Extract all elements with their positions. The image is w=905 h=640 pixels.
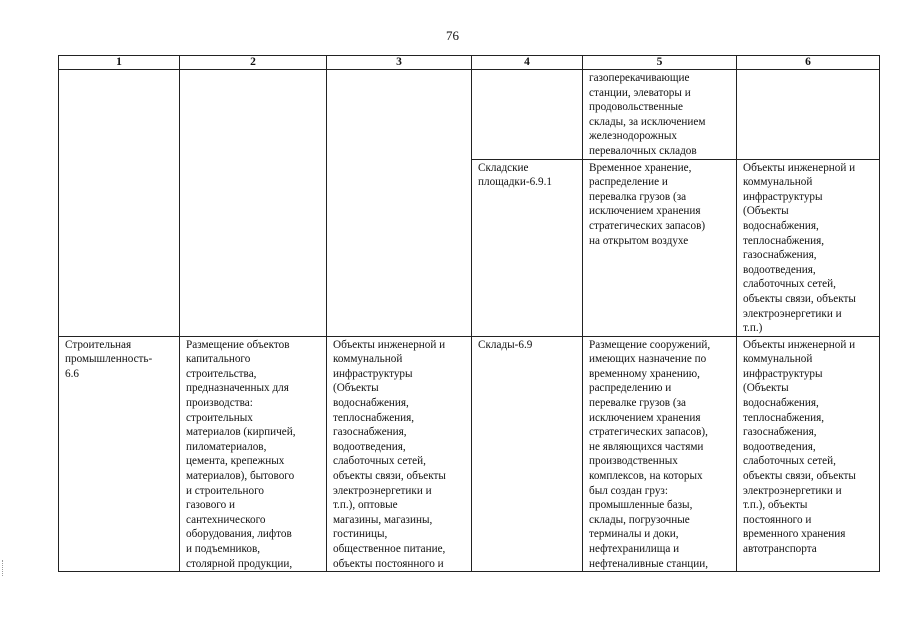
cell-conditional-use-auxiliary xyxy=(737,159,880,336)
cell-conditional-use-name xyxy=(472,70,583,160)
cell-text: Объекты инженерной и коммунальной инфраструктуры (Объекты водоснабжения, теплоснабжения, газоснабжения, водоотведения, слаботочных сетей, объекты связи, объекты электроэнергетики и т.п.), оптовые магазины, магазины, гостиницы, общественное питание, объекты постоянного и xyxy=(333,338,446,570)
table-header-row xyxy=(59,56,880,70)
cell-main-use-auxiliary xyxy=(327,70,472,337)
column-header-4: 4 xyxy=(472,56,583,70)
cell-conditional-use-description xyxy=(583,336,737,572)
cell-main-use-description xyxy=(180,336,327,572)
column-header-5: 5 xyxy=(583,56,737,70)
column-header-2: 2 xyxy=(180,56,327,70)
cell-conditional-use-name xyxy=(472,336,583,572)
cell-conditional-use-name xyxy=(472,159,583,336)
cell-conditional-use-auxiliary xyxy=(737,70,880,160)
zoning-table xyxy=(58,55,880,572)
table-row xyxy=(59,336,880,572)
cell-text: Временное хранение, распределение и перевалка грузов (за исключением хранения стратегических запасов) на открытом воздухе xyxy=(589,161,706,247)
cell-text: Склады-6.9 xyxy=(478,338,533,351)
cell-main-use-name xyxy=(59,336,180,572)
cell-conditional-use-description xyxy=(583,159,737,336)
cell-text: газоперекачивающие станции, элеваторы и продовольственные склады, за исключением железнодорожных перевалочных складов xyxy=(589,72,706,157)
column-header-1: 1 xyxy=(59,56,180,70)
table-row xyxy=(59,70,880,160)
cell-main-use-auxiliary xyxy=(327,336,472,572)
cell-text: Объекты инженерной и коммунальной инфраструктуры (Объекты водоснабжения, теплоснабжения, газоснабжения, водоотведения, слаботочных сетей, объекты связи, объекты электроэнергетики и т.п.), объекты постоянного и временного хранения автотранспорта xyxy=(743,338,856,555)
scan-margin-mark xyxy=(2,560,6,576)
cell-text: Объекты инженерной и коммунальной инфраструктуры (Объекты водоснабжения, теплоснабжения, газоснабжения, водоотведения, слаботочных сетей, объекты связи, объекты электроэнергетики и т.п.) xyxy=(743,161,856,335)
cell-text: Размещение объектов капитального строительства, предназначенных для производства: строительных материалов (кирпичей, пиломатериалов, цемента, крепежных материалов), бытового и строительного газового и сантехнического оборудования, лифтов и подъемников, столярной продукции, xyxy=(186,338,296,570)
cell-main-use-name xyxy=(59,70,180,337)
cell-text: Складские площадки-6.9.1 xyxy=(478,161,552,189)
column-header-3: 3 xyxy=(327,56,472,70)
cell-text: Строительная промышленность- 6.6 xyxy=(65,338,153,380)
cell-conditional-use-description xyxy=(583,70,737,160)
cell-conditional-use-auxiliary xyxy=(737,336,880,572)
page-number: 76 xyxy=(446,28,459,43)
cell-main-use-description xyxy=(180,70,327,337)
cell-text: Размещение сооружений, имеющих назначение по временному хранению, распределению и перевалке грузов (за исключением хранения стратегических запасов), не являющихся частями производственных комплексов, на которых был создан груз: промышленные базы, склады, погрузочные терминалы и доки, нефтехранилища и нефтеналивные станции, xyxy=(589,338,711,570)
column-header-6: 6 xyxy=(737,56,880,70)
